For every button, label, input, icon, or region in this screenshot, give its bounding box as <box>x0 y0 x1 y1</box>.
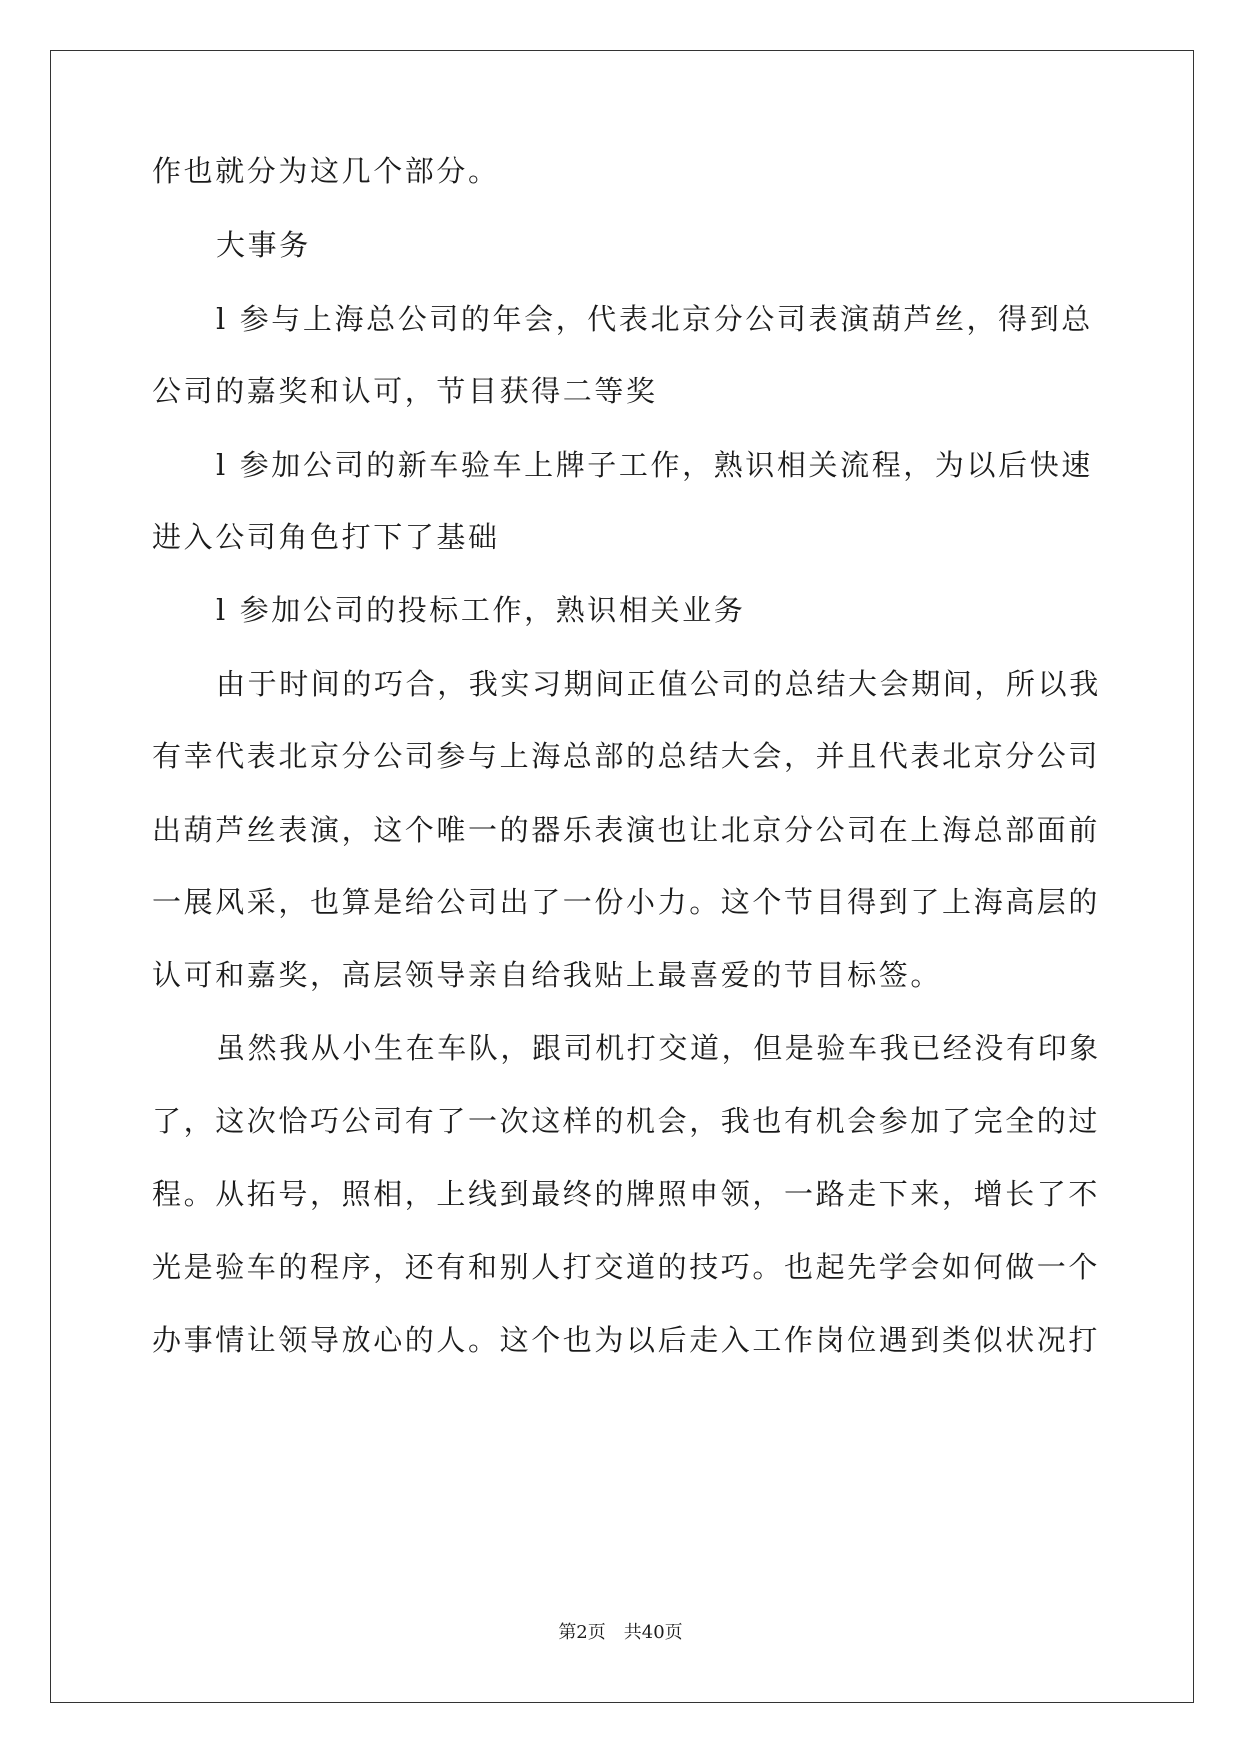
text-line: 认可和嘉奖，高层领导亲自给我贴上最喜爱的节目标签。 <box>152 958 943 992</box>
text-line: 出葫芦丝表演，这个唯一的器乐表演也让北京分公司在上海总部面前 <box>152 813 1101 847</box>
text-line: 公司的嘉奖和认可，节目获得二等奖 <box>152 374 658 408</box>
text-line: 光是验车的程序，还有和别人打交道的技巧。也起先学会如何做一个 <box>152 1250 1101 1284</box>
text-line: 办事情让领导放心的人。这个也为以后走入工作岗位遇到类似状况打 <box>152 1323 1101 1357</box>
page-number: 第2页 <box>558 1622 606 1643</box>
page-border <box>50 50 1194 1703</box>
bullet-line: l 参与上海总公司的年会，代表北京分公司表演葫芦丝，得到总 <box>216 302 1093 336</box>
paragraph-first-line: 虽然我从小生在车队，跟司机打交道，但是验车我已经没有印象 <box>216 1031 1101 1065</box>
section-heading: 大事务 <box>216 228 311 262</box>
text-line: 进入公司角色打下了基础 <box>152 520 500 554</box>
text-line: 程。从拓号，照相，上线到最终的牌照申领，一路走下来，增长了不 <box>152 1177 1101 1211</box>
paragraph-first-line: 由于时间的巧合，我实习期间正值公司的总结大会期间，所以我 <box>216 667 1101 701</box>
text-line: 一展风采，也算是给公司出了一份小力。这个节目得到了上海高层的 <box>152 885 1101 919</box>
bullet-line: l 参加公司的投标工作，熟识相关业务 <box>216 593 746 627</box>
text-line: 作也就分为这几个部分。 <box>152 154 500 188</box>
text-line: 有幸代表北京分公司参与上海总部的总结大会，并且代表北京分公司 <box>152 739 1101 773</box>
text-line: 了，这次恰巧公司有了一次这样的机会，我也有机会参加了完全的过 <box>152 1104 1101 1138</box>
bullet-line: l 参加公司的新车验车上牌子工作，熟识相关流程，为以后快速 <box>216 448 1093 482</box>
page-footer <box>0 1621 1241 1645</box>
page-total: 共40页 <box>623 1622 683 1643</box>
